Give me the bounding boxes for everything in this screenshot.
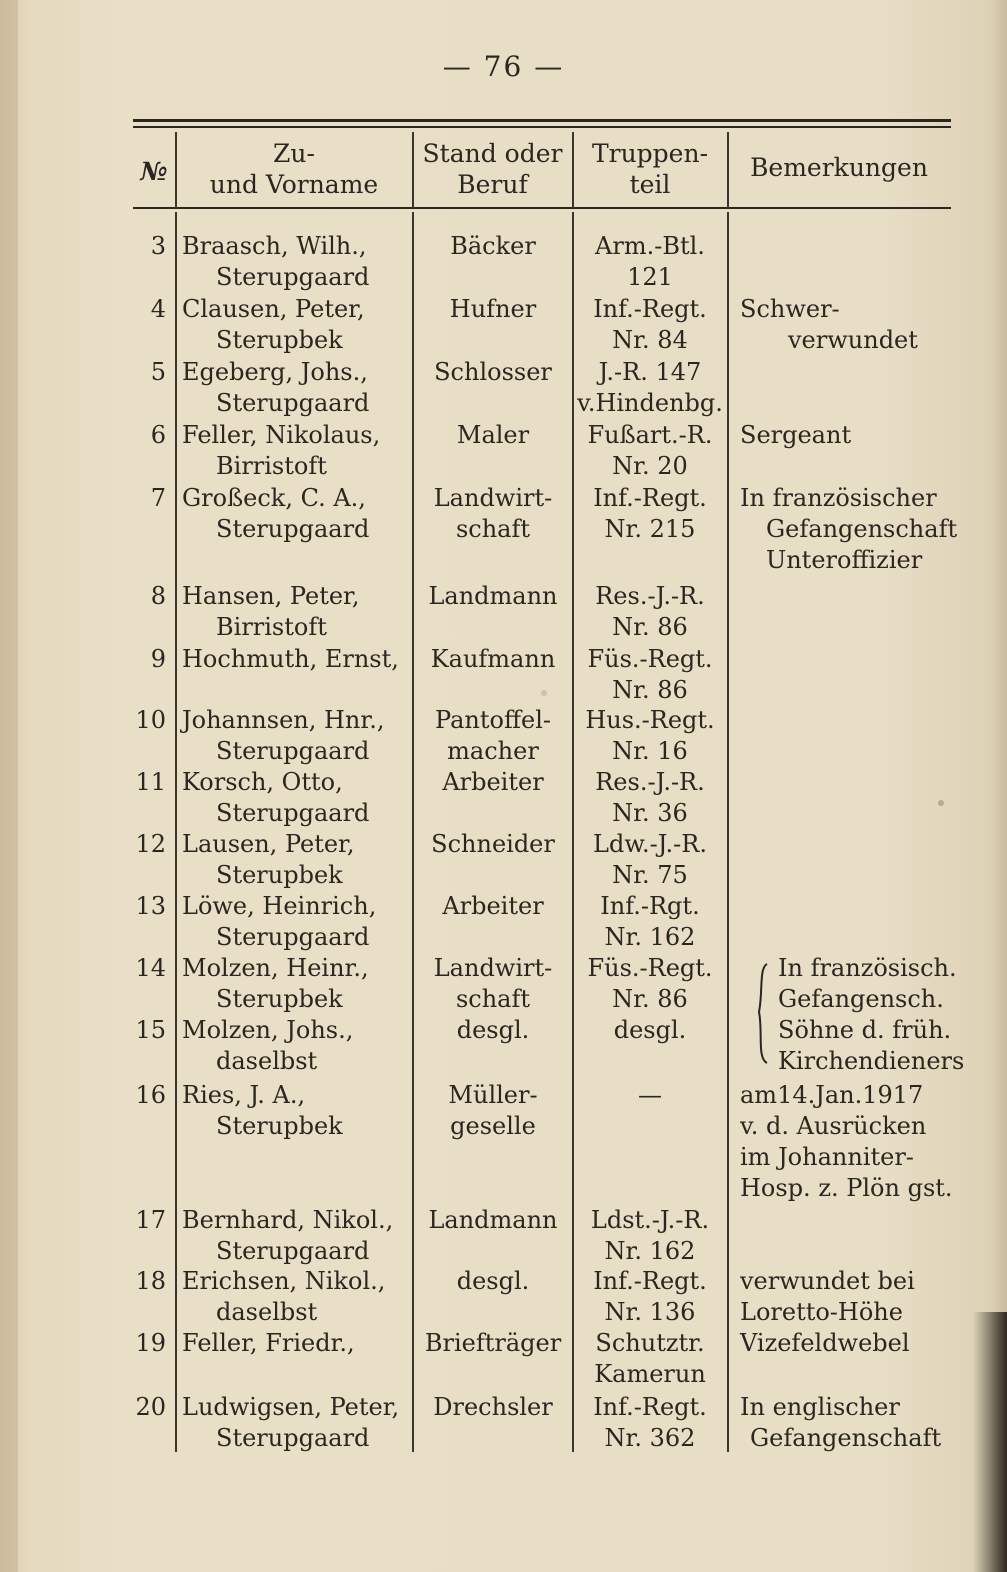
remarks-line: Loretto-Höhe xyxy=(740,1298,903,1326)
header-rule xyxy=(133,207,951,209)
row-number: 12 xyxy=(135,830,166,858)
person-name-line: Sterupbek xyxy=(216,1112,343,1140)
row-number: 16 xyxy=(135,1081,166,1109)
person-name xyxy=(182,1392,410,1454)
brace-icon xyxy=(753,962,771,1065)
remarks xyxy=(778,1015,965,1077)
row-number: 8 xyxy=(150,582,166,610)
person-name-line: Sterupgaard xyxy=(216,515,370,543)
troop-unit xyxy=(573,1266,727,1328)
troop-unit xyxy=(573,420,727,482)
remarks xyxy=(740,1328,950,1359)
person-name-line: Sterupgaard xyxy=(216,737,370,765)
header-job-line2: Beruf xyxy=(457,170,528,199)
row-number: 14 xyxy=(135,954,166,982)
occupation-line: macher xyxy=(447,737,539,765)
person-name-line: Birristoft xyxy=(216,452,327,480)
troop-unit xyxy=(573,357,727,419)
troop-unit xyxy=(573,829,727,891)
troop-unit-line: Inf.-Regt. xyxy=(593,1393,707,1421)
row-number: 6 xyxy=(150,421,166,449)
occupation-line: Briefträger xyxy=(424,1329,562,1357)
occupation xyxy=(414,1392,572,1423)
troop-unit-line: Arm.-Btl. xyxy=(595,232,705,260)
occupation-line: Landmann xyxy=(428,1206,558,1234)
person-name-line: Großeck, C. A., xyxy=(182,484,366,512)
troop-unit-line: Nr. 20 xyxy=(612,452,688,480)
remarks xyxy=(740,1392,950,1454)
ink-smudge xyxy=(541,690,547,696)
remarks xyxy=(740,420,950,451)
occupation-line: Bäcker xyxy=(450,232,536,260)
person-name xyxy=(182,953,410,1015)
occupation-line: schaft xyxy=(455,985,531,1013)
remarks-line: In französischer xyxy=(740,484,937,512)
troop-unit-line: Nr. 162 xyxy=(604,923,696,951)
person-name-line: Sterupbek xyxy=(216,861,343,889)
person-name-line: daselbst xyxy=(216,1298,318,1326)
row-number: 18 xyxy=(135,1267,166,1295)
occupation xyxy=(414,1328,572,1359)
header-unit-line2: teil xyxy=(629,170,671,199)
troop-unit-line: Res.-J.-R. xyxy=(595,768,705,796)
troop-unit-line: v.Hindenbg. xyxy=(577,389,723,417)
troop-unit-line: Füs.-Regt. xyxy=(587,645,713,673)
occupation-line: Hufner xyxy=(449,295,537,323)
person-name xyxy=(182,581,410,643)
occupation xyxy=(414,1205,572,1236)
troop-unit-line: Nr. 86 xyxy=(612,985,688,1013)
person-name-line: Korsch, Otto, xyxy=(182,768,343,796)
person-name-line: Hochmuth, Ernst, xyxy=(182,645,399,673)
troop-unit xyxy=(573,483,727,545)
occupation xyxy=(414,231,572,262)
ink-smudge xyxy=(938,800,944,806)
remarks xyxy=(740,294,950,356)
remarks-line: verwundet bei xyxy=(740,1267,915,1295)
occupation-line: Pantoffel- xyxy=(435,706,551,734)
person-name xyxy=(182,231,410,293)
occupation-line: Schlosser xyxy=(434,358,552,386)
occupation-line: Landwirt- xyxy=(433,484,553,512)
troop-unit-line: Kamerun xyxy=(594,1360,706,1388)
row-number: 5 xyxy=(150,358,166,386)
person-name xyxy=(182,1328,410,1359)
column-divider xyxy=(175,212,177,1452)
top-rule xyxy=(133,119,951,122)
remarks-line: Schwer- xyxy=(740,295,840,323)
header-remarks: Bemerkungen xyxy=(750,153,928,182)
remarks xyxy=(778,953,957,1015)
person-name-line: Birristoft xyxy=(216,613,327,641)
occupation xyxy=(414,644,572,675)
top-rule-thin xyxy=(133,126,951,128)
troop-unit-line: Inf.-Regt. xyxy=(593,295,707,323)
person-name-line: Molzen, Johs., xyxy=(182,1016,354,1044)
person-name xyxy=(182,891,410,953)
row-number: 20 xyxy=(135,1393,166,1421)
occupation xyxy=(414,357,572,388)
occupation xyxy=(414,483,572,545)
troop-unit-line: 121 xyxy=(627,263,673,291)
occupation xyxy=(414,1266,572,1297)
person-name xyxy=(182,829,410,891)
remarks-line: v. d. Ausrücken xyxy=(740,1112,927,1140)
troop-unit-line: Nr. 16 xyxy=(612,737,688,765)
occupation-line: geselle xyxy=(450,1112,536,1140)
troop-unit-line: Inf.-Regt. xyxy=(593,1267,707,1295)
person-name-line: Sterupbek xyxy=(216,326,343,354)
occupation xyxy=(414,1015,572,1046)
person-name-line: Sterupgaard xyxy=(216,799,370,827)
occupation-line: Landmann xyxy=(428,582,558,610)
remarks-line: Gefangenschaft xyxy=(750,1424,942,1452)
troop-unit-line: Inf.-Regt. xyxy=(593,484,707,512)
troop-unit-line: J.-R. 147 xyxy=(598,358,702,386)
person-name xyxy=(182,644,410,675)
troop-unit-line: Ldw.-J.-R. xyxy=(593,830,707,858)
header-name-line2: und Vorname xyxy=(209,170,379,199)
person-name xyxy=(182,705,410,767)
remarks-line: Sergeant xyxy=(740,421,852,449)
troop-unit-line: Nr. 215 xyxy=(604,515,696,543)
remarks-line: Hosp. z. Plön gst. xyxy=(740,1174,953,1202)
remarks-line: am14.Jan.1917 xyxy=(740,1081,924,1109)
person-name-line: Johannsen, Hnr., xyxy=(182,706,385,734)
troop-unit-line: Nr. 136 xyxy=(604,1298,696,1326)
row-number: 10 xyxy=(135,706,166,734)
troop-unit xyxy=(573,767,727,829)
troop-unit-line: Nr. 86 xyxy=(612,613,688,641)
person-name xyxy=(182,1015,410,1077)
troop-unit xyxy=(573,891,727,953)
header-job xyxy=(413,138,572,200)
occupation-line: Landwirt- xyxy=(433,954,553,982)
remarks-line: Vizefeldwebel xyxy=(740,1329,910,1357)
troop-unit xyxy=(573,1015,727,1046)
troop-unit-line: Hus.-Regt. xyxy=(585,706,715,734)
remarks-line: Unteroffizier xyxy=(766,546,923,574)
occupation-line: Schneider xyxy=(431,830,555,858)
occupation xyxy=(414,294,572,325)
page-binding-edge xyxy=(0,0,18,1572)
person-name-line: Erichsen, Nikol., xyxy=(182,1267,386,1295)
person-name-line: Sterupgaard xyxy=(216,389,370,417)
person-name xyxy=(182,357,410,419)
occupation xyxy=(414,891,572,922)
person-name-line: Feller, Friedr., xyxy=(182,1329,355,1357)
occupation xyxy=(414,953,572,1015)
occupation xyxy=(414,829,572,860)
troop-unit xyxy=(573,1392,727,1454)
troop-unit-line: Nr. 86 xyxy=(612,676,688,704)
person-name-line: Sterupbek xyxy=(216,985,343,1013)
person-name-line: Egeberg, Johs., xyxy=(182,358,368,386)
remarks-line: verwundet xyxy=(788,326,918,354)
row-number: 3 xyxy=(150,232,166,260)
remarks-line: Kirchendieners xyxy=(778,1047,965,1075)
occupation-line: Müller- xyxy=(448,1081,538,1109)
occupation-line: Arbeiter xyxy=(442,768,544,796)
person-name-line: daselbst xyxy=(216,1047,318,1075)
remarks-line: Söhne d. früh. xyxy=(778,1016,952,1044)
troop-unit-line: Fußart.-R. xyxy=(587,421,713,449)
troop-unit xyxy=(573,953,727,1015)
page-corner-shadow xyxy=(973,1312,1007,1572)
occupation-line: desgl. xyxy=(456,1267,530,1295)
column-divider xyxy=(727,212,729,1452)
troop-unit xyxy=(573,1080,727,1111)
person-name xyxy=(182,294,410,356)
row-number: 7 xyxy=(150,484,166,512)
person-name-line: Sterupgaard xyxy=(216,923,370,951)
person-name-line: Feller, Nikolaus, xyxy=(182,421,381,449)
row-number: 19 xyxy=(135,1329,166,1357)
page-number: — 76 — xyxy=(442,50,565,83)
row-number: 11 xyxy=(135,768,166,796)
row-number: 4 xyxy=(150,295,166,323)
troop-unit xyxy=(573,581,727,643)
troop-unit-line: Nr. 36 xyxy=(612,799,688,827)
troop-unit-line: Nr. 75 xyxy=(612,861,688,889)
occupation xyxy=(414,767,572,798)
person-name-line: Ries, J. A., xyxy=(182,1081,306,1109)
troop-unit-line: desgl. xyxy=(613,1016,687,1044)
person-name xyxy=(182,1266,410,1328)
header-unit xyxy=(573,138,727,200)
header-num: № xyxy=(140,157,168,186)
occupation xyxy=(414,705,572,767)
person-name-line: Sterupgaard xyxy=(216,1237,370,1265)
troop-unit xyxy=(573,294,727,356)
troop-unit xyxy=(573,1205,727,1267)
troop-unit xyxy=(573,1328,727,1390)
troop-unit xyxy=(573,705,727,767)
person-name xyxy=(182,1080,410,1142)
row-number: 17 xyxy=(135,1206,166,1234)
header-job-line1: Stand oder xyxy=(422,139,563,168)
troop-unit-line: Nr. 162 xyxy=(604,1237,696,1265)
person-name-line: Ludwigsen, Peter, xyxy=(182,1393,400,1421)
troop-unit xyxy=(573,231,727,293)
occupation-line: Kaufmann xyxy=(430,645,556,673)
troop-unit xyxy=(573,644,727,706)
occupation-line: Maler xyxy=(456,421,530,449)
person-name-line: Löwe, Heinrich, xyxy=(182,892,377,920)
occupation xyxy=(414,581,572,612)
person-name xyxy=(182,483,410,545)
troop-unit-line: Ldst.-J.-R. xyxy=(590,1206,710,1234)
remarks-line: im Johanniter- xyxy=(740,1143,914,1171)
row-number: 13 xyxy=(135,892,166,920)
troop-unit-line: — xyxy=(638,1081,662,1109)
remarks-line: Gefangenschaft xyxy=(766,515,958,543)
troop-unit-line: Schutztr. xyxy=(595,1329,705,1357)
person-name-line: Molzen, Heinr., xyxy=(182,954,369,982)
person-name xyxy=(182,767,410,829)
remarks-line: Gefangensch. xyxy=(778,985,944,1013)
person-name-line: Bernhard, Nikol., xyxy=(182,1206,394,1234)
remarks xyxy=(740,483,958,576)
occupation-line: desgl. xyxy=(456,1016,530,1044)
occupation-line: Drechsler xyxy=(433,1393,553,1421)
troop-unit-line: Nr. 84 xyxy=(612,326,688,354)
row-number: 15 xyxy=(135,1016,166,1044)
header-name xyxy=(176,138,412,200)
remarks xyxy=(740,1266,950,1328)
remarks-line: In englischer xyxy=(740,1393,900,1421)
troop-unit-line: Nr. 362 xyxy=(604,1424,696,1452)
person-name-line: Lausen, Peter, xyxy=(182,830,355,858)
person-name xyxy=(182,1205,410,1267)
person-name-line: Clausen, Peter, xyxy=(182,295,365,323)
troop-unit-line: Füs.-Regt. xyxy=(587,954,713,982)
occupation-line: schaft xyxy=(455,515,531,543)
header-unit-line1: Truppen- xyxy=(591,139,709,168)
row-number: 9 xyxy=(150,645,166,673)
troop-unit-line: Inf.-Rgt. xyxy=(600,892,700,920)
person-name xyxy=(182,420,410,482)
occupation xyxy=(414,420,572,451)
person-name-line: Hansen, Peter, xyxy=(182,582,360,610)
person-name-line: Sterupgaard xyxy=(216,1424,370,1452)
remarks xyxy=(740,1080,953,1204)
occupation-line: Arbeiter xyxy=(442,892,544,920)
remarks-line: In französisch. xyxy=(778,954,957,982)
troop-unit-line: Res.-J.-R. xyxy=(595,582,705,610)
person-name-line: Sterupgaard xyxy=(216,263,370,291)
header-name-line1: Zu- xyxy=(273,139,315,168)
person-name-line: Braasch, Wilh., xyxy=(182,232,367,260)
occupation xyxy=(414,1080,572,1142)
